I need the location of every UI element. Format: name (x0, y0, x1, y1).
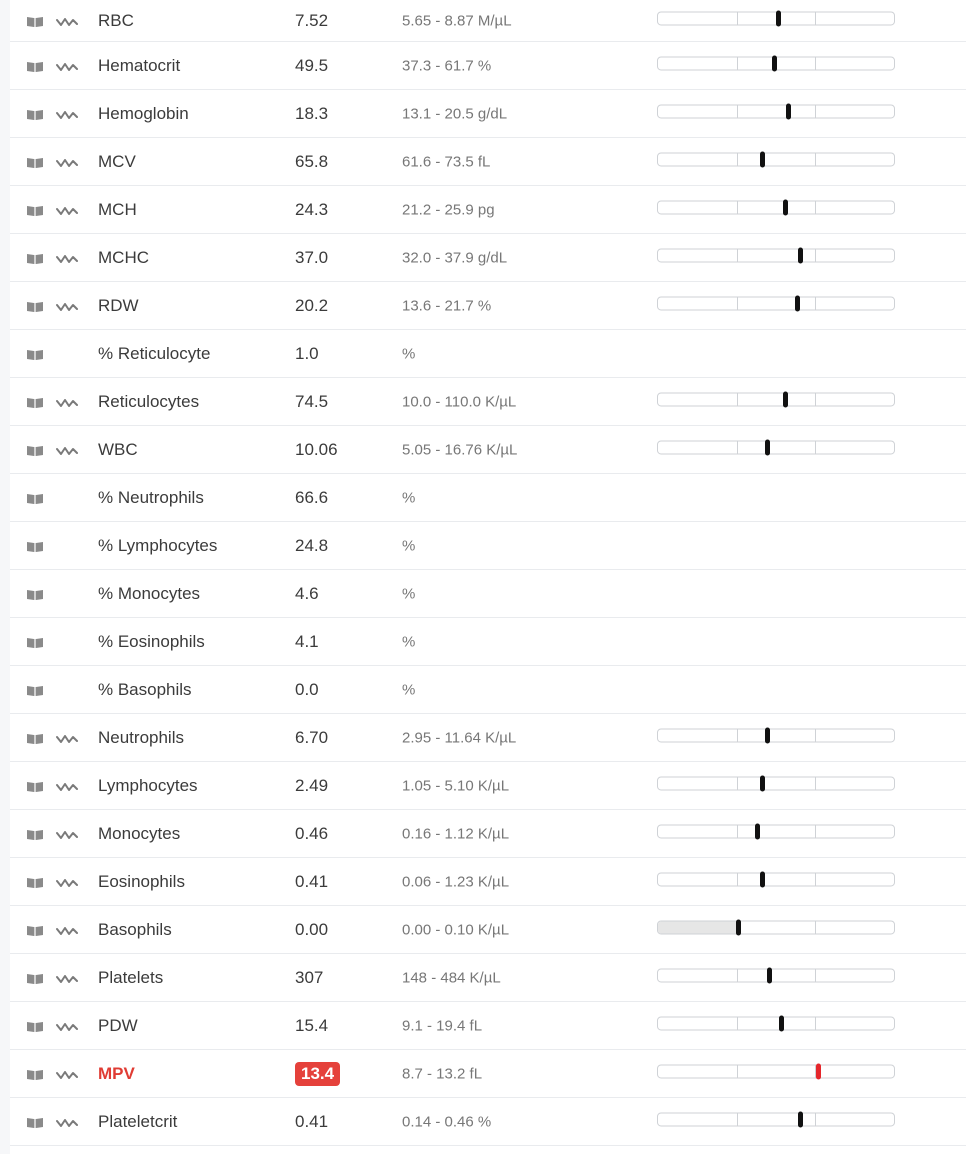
result-row (10, 330, 966, 378)
test-value: 1.0 (295, 343, 319, 363)
result-row (10, 1002, 966, 1050)
reference-range: 10.0 - 110.0 K/µL (402, 393, 517, 410)
gauge-divider (737, 12, 738, 24)
test-name: Plateletcrit (98, 1111, 178, 1131)
open-book-icon[interactable] (26, 252, 44, 264)
test-name: % Monocytes (98, 583, 201, 603)
test-value: 6.70 (295, 727, 329, 747)
trend-line-icon[interactable] (56, 1116, 78, 1128)
test-value: 66.6 (295, 487, 329, 507)
lab-results-table (10, 0, 966, 1146)
trend-line-icon[interactable] (56, 876, 78, 888)
range-gauge (657, 104, 895, 118)
reference-range: 32.0 - 37.9 g/dL (402, 249, 508, 266)
gauge-divider (815, 201, 816, 213)
test-value: 49.5 (295, 55, 329, 75)
result-row (10, 90, 966, 138)
test-value: 307 (295, 967, 324, 987)
gauge-divider (815, 57, 816, 69)
open-book-icon[interactable] (26, 444, 44, 456)
reference-range: 13.1 - 20.5 g/dL (402, 105, 508, 122)
trend-line-icon[interactable] (56, 15, 78, 27)
gauge-divider (737, 1017, 738, 1029)
test-value: 0.41 (295, 1111, 329, 1131)
test-name: MCH (98, 199, 137, 219)
gauge-divider (815, 777, 816, 789)
test-name: MCHC (98, 247, 149, 267)
test-name: % Basophils (98, 679, 192, 699)
test-name: Eosinophils (98, 871, 185, 891)
reference-range: % (402, 345, 416, 362)
test-value: 0.41 (295, 871, 329, 891)
range-gauge (657, 776, 895, 790)
open-book-icon[interactable] (26, 924, 44, 936)
reference-range: 37.3 - 61.7 % (402, 57, 492, 74)
reference-range: 13.6 - 21.7 % (402, 297, 492, 314)
open-book-icon[interactable] (26, 636, 44, 648)
gauge-divider (737, 153, 738, 165)
result-row (10, 522, 966, 570)
gauge-divider (737, 105, 738, 117)
gauge-divider (737, 729, 738, 741)
gauge-divider (815, 441, 816, 453)
trend-line-icon[interactable] (56, 300, 78, 312)
range-gauge (657, 11, 895, 25)
test-value: 7.52 (295, 10, 329, 30)
value-marker (765, 439, 770, 455)
value-marker (736, 919, 741, 935)
test-name: Monocytes (98, 823, 181, 843)
open-book-icon[interactable] (26, 156, 44, 168)
gauge-divider (737, 969, 738, 981)
reference-range: 0.00 - 0.10 K/µL (402, 921, 510, 938)
left-gutter (0, 0, 10, 1154)
trend-line-icon[interactable] (56, 1068, 78, 1080)
range-gauge (657, 1064, 895, 1078)
result-row (10, 810, 966, 858)
range-gauge (657, 728, 895, 742)
gauge-divider (737, 1113, 738, 1125)
range-gauge (657, 152, 895, 166)
test-name: Lymphocytes (98, 775, 198, 795)
test-value: 18.3 (295, 103, 329, 123)
gauge-divider (815, 921, 816, 933)
test-name: Reticulocytes (98, 391, 200, 411)
reference-range: % (402, 633, 416, 650)
open-book-icon[interactable] (26, 492, 44, 504)
trend-line-icon[interactable] (56, 972, 78, 984)
test-value: 0.0 (295, 679, 319, 699)
test-name: Hemoglobin (98, 103, 189, 123)
test-name: RBC (98, 10, 134, 30)
value-marker (786, 103, 791, 119)
test-value: 0.46 (295, 823, 329, 843)
range-gauge (657, 440, 895, 454)
gauge-divider (815, 729, 816, 741)
reference-range: 8.7 - 13.2 fL (402, 1065, 483, 1082)
gauge-divider (815, 825, 816, 837)
gauge-fill (658, 921, 738, 933)
trend-line-icon[interactable] (56, 60, 78, 72)
open-book-icon[interactable] (26, 396, 44, 408)
gauge-divider (737, 249, 738, 261)
result-row (10, 858, 966, 906)
reference-range: % (402, 537, 416, 554)
test-name: MCV (98, 151, 136, 171)
result-row (10, 1050, 966, 1098)
test-name: % Eosinophils (98, 631, 205, 651)
value-marker (783, 391, 788, 407)
range-gauge (657, 872, 895, 886)
out-of-range-marker (816, 1063, 821, 1079)
trend-line-icon[interactable] (56, 156, 78, 168)
reference-range: % (402, 681, 416, 698)
gauge-divider (815, 297, 816, 309)
open-book-icon[interactable] (26, 348, 44, 360)
trend-line-icon[interactable] (56, 396, 78, 408)
reference-range: % (402, 585, 416, 602)
result-row (10, 186, 966, 234)
value-marker (772, 55, 777, 71)
result-row (10, 0, 966, 42)
range-gauge (657, 824, 895, 838)
test-name: MPV (98, 1063, 135, 1083)
open-book-icon[interactable] (26, 876, 44, 888)
test-value: 24.8 (295, 535, 329, 555)
gauge-divider (737, 873, 738, 885)
range-gauge (657, 920, 895, 934)
gauge-divider (815, 1113, 816, 1125)
value-marker (760, 871, 765, 887)
trend-line-icon[interactable] (56, 780, 78, 792)
range-gauge (657, 296, 895, 310)
gauge-divider (737, 297, 738, 309)
result-row (10, 570, 966, 618)
reference-range: 148 - 484 K/µL (402, 969, 501, 986)
open-book-icon[interactable] (26, 780, 44, 792)
value-marker (779, 1015, 784, 1031)
test-value: 37.0 (295, 247, 329, 267)
test-name: RDW (98, 295, 139, 315)
test-name: Hematocrit (98, 55, 181, 75)
open-book-icon[interactable] (26, 732, 44, 744)
result-row (10, 906, 966, 954)
reference-range: 5.65 - 8.87 M/µL (402, 12, 512, 29)
gauge-divider (737, 57, 738, 69)
test-value: 2.49 (295, 775, 329, 795)
test-value: 4.6 (295, 583, 319, 603)
open-book-icon[interactable] (26, 684, 44, 696)
range-gauge (657, 56, 895, 70)
open-book-icon[interactable] (26, 15, 44, 27)
open-book-icon[interactable] (26, 204, 44, 216)
value-marker (776, 10, 781, 26)
range-gauge (657, 968, 895, 982)
gauge-divider (737, 825, 738, 837)
test-value: 24.3 (295, 199, 329, 219)
gauge-divider (815, 105, 816, 117)
trend-line-icon[interactable] (56, 924, 78, 936)
range-gauge (657, 392, 895, 406)
test-name: Basophils (98, 919, 172, 939)
result-row (10, 234, 966, 282)
trend-line-icon[interactable] (56, 828, 78, 840)
reference-range: 0.14 - 0.46 % (402, 1113, 492, 1130)
result-row (10, 762, 966, 810)
gauge-divider (815, 249, 816, 261)
gauge-divider (815, 12, 816, 24)
gauge-divider (815, 969, 816, 981)
open-book-icon[interactable] (26, 1068, 44, 1080)
value-marker (755, 823, 760, 839)
value-marker (795, 295, 800, 311)
open-book-icon[interactable] (26, 60, 44, 72)
test-value: 15.4 (295, 1015, 329, 1035)
range-gauge (657, 248, 895, 262)
value-marker (783, 199, 788, 215)
test-name: PDW (98, 1015, 138, 1035)
trend-line-icon[interactable] (56, 1020, 78, 1032)
result-row (10, 138, 966, 186)
gauge-divider (737, 777, 738, 789)
open-book-icon[interactable] (26, 108, 44, 120)
test-name: % Lymphocytes (98, 535, 218, 555)
range-gauge (657, 1112, 895, 1126)
result-row (10, 474, 966, 522)
reference-range: 0.16 - 1.12 K/µL (402, 825, 510, 842)
test-name: Neutrophils (98, 727, 184, 747)
test-value: 74.5 (295, 391, 329, 411)
open-book-icon[interactable] (26, 588, 44, 600)
open-book-icon[interactable] (26, 300, 44, 312)
trend-line-icon[interactable] (56, 732, 78, 744)
test-name: % Neutrophils (98, 487, 204, 507)
reference-range: 1.05 - 5.10 K/µL (402, 777, 510, 794)
result-row (10, 42, 966, 90)
value-marker (760, 151, 765, 167)
reference-range: % (402, 489, 416, 506)
trend-line-icon[interactable] (56, 204, 78, 216)
gauge-divider (815, 393, 816, 405)
gauge-divider (737, 201, 738, 213)
flagged-value-badge: 13.4 (295, 1062, 340, 1086)
result-row (10, 1098, 966, 1146)
value-marker (798, 247, 803, 263)
value-marker (765, 727, 770, 743)
open-book-icon[interactable] (26, 1116, 44, 1128)
test-value: 20.2 (295, 295, 329, 315)
test-value: 0.00 (295, 919, 329, 939)
reference-range: 2.95 - 11.64 K/µL (402, 729, 517, 746)
value-marker (798, 1111, 803, 1127)
result-row (10, 378, 966, 426)
gauge-divider (737, 393, 738, 405)
reference-range: 21.2 - 25.9 pg (402, 201, 495, 218)
test-value: 65.8 (295, 151, 329, 171)
result-row (10, 426, 966, 474)
reference-range: 61.6 - 73.5 fL (402, 153, 491, 170)
result-row (10, 282, 966, 330)
range-gauge (657, 200, 895, 214)
value-marker (760, 775, 765, 791)
test-value: 10.06 (295, 439, 338, 459)
open-book-icon[interactable] (26, 1020, 44, 1032)
test-name: WBC (98, 439, 138, 459)
reference-range: 9.1 - 19.4 fL (402, 1017, 483, 1034)
result-row (10, 954, 966, 1002)
open-book-icon[interactable] (26, 828, 44, 840)
result-row (10, 714, 966, 762)
open-book-icon[interactable] (26, 972, 44, 984)
result-row (10, 666, 966, 714)
gauge-divider (737, 441, 738, 453)
trend-line-icon[interactable] (56, 108, 78, 120)
gauge-divider (815, 1017, 816, 1029)
reference-range: 0.06 - 1.23 K/µL (402, 873, 510, 890)
reference-range: 5.05 - 16.76 K/µL (402, 441, 518, 458)
open-book-icon[interactable] (26, 540, 44, 552)
trend-line-icon[interactable] (56, 252, 78, 264)
gauge-divider (737, 1065, 738, 1077)
result-row (10, 618, 966, 666)
gauge-divider (815, 153, 816, 165)
trend-line-icon[interactable] (56, 444, 78, 456)
range-gauge (657, 1016, 895, 1030)
value-marker (767, 967, 772, 983)
test-name: Platelets (98, 967, 164, 987)
test-value: 4.1 (295, 631, 319, 651)
test-name: % Reticulocyte (98, 343, 211, 363)
gauge-divider (815, 873, 816, 885)
